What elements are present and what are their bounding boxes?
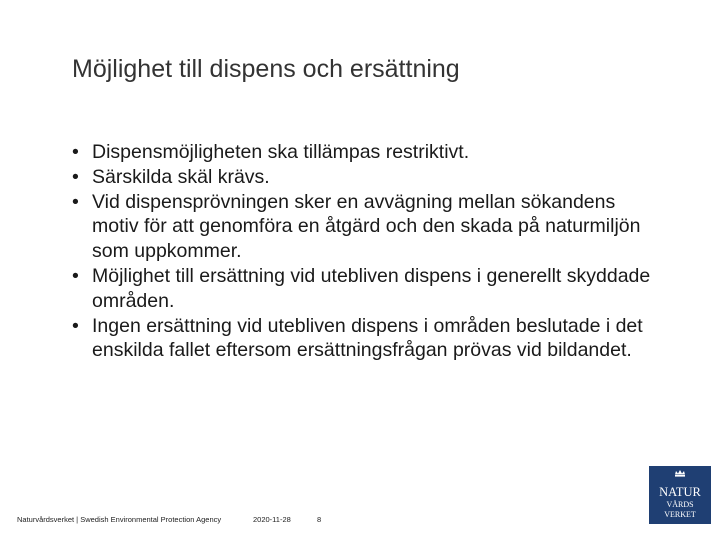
bullet-item (72, 314, 662, 364)
bullet-list (72, 140, 662, 363)
bullet-text: Möjlighet till ersättning vid utebliven dispens i generellt skyddade områden. (92, 264, 651, 312)
bullet-text: Särskilda skäl krävs. (92, 165, 270, 188)
bullet-item (72, 165, 662, 190)
bullet-item (72, 190, 662, 264)
bullet-icon: • (72, 314, 79, 337)
logo-line-2: VÅRDS (666, 500, 694, 509)
bullet-icon: • (72, 190, 79, 213)
bullet-icon: • (72, 165, 79, 188)
bullet-text: Vid dispensprövningen sker en avvägning mellan sökandens motiv för att genomföra en åtgärd och den skada på naturmiljön som uppkommer. (92, 190, 641, 263)
naturvardsverket-logo (649, 466, 711, 524)
bullet-item (72, 140, 662, 165)
logo-line-3: VERKET (664, 510, 696, 519)
footer-page-number: 8 (317, 515, 322, 524)
bullet-text: Ingen ersättning vid utebliven dispens i områden beslutade i det enskilda fallet eftersom ersättningsfrågan prövas vid bildandet. (92, 314, 643, 362)
slide-title: Möjlighet till dispens och ersättning (72, 55, 460, 83)
logo-graphic (649, 466, 711, 524)
bullet-item (72, 264, 662, 314)
crown-icon (675, 470, 685, 477)
bullet-icon: • (72, 264, 79, 287)
bullet-icon: • (72, 141, 79, 163)
footer-date: 2020-11-28 (253, 515, 291, 524)
bullet-text: Dispensmöjligheten ska tillämpas restriktivt. (92, 141, 470, 163)
logo-line-1: NATUR (659, 485, 701, 499)
footer-organization: Naturvårdsverket | Swedish Environmental Protection Agency (17, 515, 222, 524)
